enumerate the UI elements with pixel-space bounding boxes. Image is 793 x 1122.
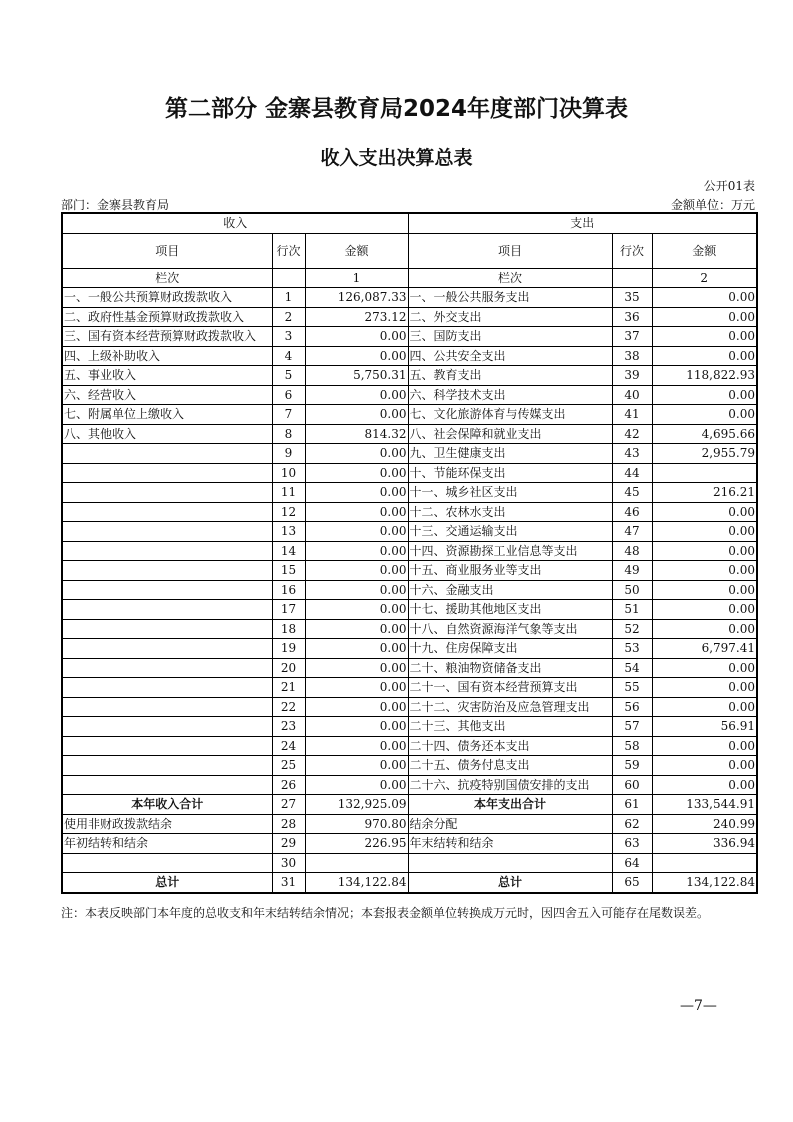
table-row	[62, 756, 757, 776]
expense-rowno-cell: 35	[612, 288, 652, 308]
expense-amount-cell: 2,955.79	[652, 444, 757, 464]
income-expense-table	[61, 212, 758, 894]
total-row	[62, 834, 757, 854]
income-item-cell	[62, 756, 272, 776]
expense-rowno-cell: 58	[612, 736, 652, 756]
income-item-cell	[62, 580, 272, 600]
income-amount-header: 金额	[305, 233, 408, 268]
expense-amount-cell: 0.00	[652, 756, 757, 776]
expense-amount-cell: 4,695.66	[652, 424, 757, 444]
expense-amount-cell: 0.00	[652, 697, 757, 717]
expense-item-cell: 二十、粮油物资储备支出	[408, 658, 612, 678]
page-number: —7—	[680, 998, 717, 1014]
income-amount-cell: 0.00	[305, 756, 408, 776]
income-amount-cell: 0.00	[305, 697, 408, 717]
expense-header: 支出	[408, 213, 757, 233]
expense-column-number: 2	[652, 268, 757, 288]
expense-rowno-cell: 40	[612, 385, 652, 405]
expense-amount-cell: 133,544.91	[652, 795, 757, 815]
table-row	[62, 366, 757, 386]
table-row	[62, 658, 757, 678]
income-amount-cell: 0.00	[305, 346, 408, 366]
table-row	[62, 483, 757, 503]
income-column-number: 1	[305, 268, 408, 288]
expense-rowno-cell: 60	[612, 775, 652, 795]
expense-rowno-cell: 48	[612, 541, 652, 561]
expense-rowno-cell: 38	[612, 346, 652, 366]
income-rowno-cell: 24	[272, 736, 305, 756]
expense-item-cell: 七、文化旅游体育与传媒支出	[408, 405, 612, 425]
income-item-cell	[62, 853, 272, 873]
income-item-cell	[62, 483, 272, 503]
expense-amount-cell: 0.00	[652, 288, 757, 308]
expense-rowno-cell: 63	[612, 834, 652, 854]
income-amount-cell: 0.00	[305, 580, 408, 600]
income-amount-cell: 0.00	[305, 522, 408, 542]
income-item-cell	[62, 561, 272, 581]
expense-amount-cell: 0.00	[652, 385, 757, 405]
expense-amount-cell: 0.00	[652, 561, 757, 581]
table-row	[62, 697, 757, 717]
income-item-cell: 年初结转和结余	[62, 834, 272, 854]
income-rowno-cell: 20	[272, 658, 305, 678]
income-item-cell: 四、上级补助收入	[62, 346, 272, 366]
income-rowno-cell: 31	[272, 873, 305, 893]
income-amount-cell: 0.00	[305, 541, 408, 561]
income-item-cell: 二、政府性基金预算财政拨款收入	[62, 307, 272, 327]
income-rowno-cell: 28	[272, 814, 305, 834]
expense-item-cell: 十二、农林水支出	[408, 502, 612, 522]
income-rowno-cell: 2	[272, 307, 305, 327]
income-item-cell	[62, 463, 272, 483]
header-row-columns	[62, 233, 757, 268]
expense-rowno-cell: 42	[612, 424, 652, 444]
expense-item-cell: 十九、住房保障支出	[408, 639, 612, 659]
income-amount-cell: 5,750.31	[305, 366, 408, 386]
income-item-cell	[62, 717, 272, 737]
expense-amount-cell: 56.91	[652, 717, 757, 737]
table-row	[62, 619, 757, 639]
expense-item-cell: 二十三、其他支出	[408, 717, 612, 737]
expense-rowno-cell: 64	[612, 853, 652, 873]
table-row	[62, 444, 757, 464]
income-rowno-cell: 6	[272, 385, 305, 405]
table-row	[62, 307, 757, 327]
income-rowno-cell: 18	[272, 619, 305, 639]
total-row	[62, 853, 757, 873]
income-column-label: 栏次	[62, 268, 272, 288]
income-item-cell: 七、附属单位上缴收入	[62, 405, 272, 425]
expense-rowno-cell: 54	[612, 658, 652, 678]
income-rowno-cell: 13	[272, 522, 305, 542]
expense-rowno-cell: 43	[612, 444, 652, 464]
expense-rowno-cell: 41	[612, 405, 652, 425]
income-amount-cell: 0.00	[305, 405, 408, 425]
income-rowno-header: 行次	[272, 233, 305, 268]
expense-amount-cell: 134,122.84	[652, 873, 757, 893]
income-item-cell	[62, 541, 272, 561]
income-amount-cell: 0.00	[305, 463, 408, 483]
income-rowno-cell: 12	[272, 502, 305, 522]
expense-item-cell: 十六、金融支出	[408, 580, 612, 600]
income-item-cell: 三、国有资本经营预算财政拨款收入	[62, 327, 272, 347]
expense-item-cell: 二十五、债务付息支出	[408, 756, 612, 776]
income-item-cell	[62, 658, 272, 678]
income-amount-cell: 814.32	[305, 424, 408, 444]
table-row	[62, 502, 757, 522]
income-item-header: 项目	[62, 233, 272, 268]
table-row	[62, 678, 757, 698]
expense-rowno-cell: 61	[612, 795, 652, 815]
header-row-sections	[62, 213, 757, 233]
income-rowno-cell: 14	[272, 541, 305, 561]
income-rowno-cell: 5	[272, 366, 305, 386]
column-number-row	[62, 268, 757, 288]
income-rowno-cell: 3	[272, 327, 305, 347]
income-amount-cell: 0.00	[305, 658, 408, 678]
expense-item-cell	[408, 853, 612, 873]
income-amount-cell: 134,122.84	[305, 873, 408, 893]
expense-amount-cell: 0.00	[652, 327, 757, 347]
expense-amount-cell: 0.00	[652, 600, 757, 620]
expense-amount-cell: 0.00	[652, 405, 757, 425]
unit-label: 金额单位：万元	[670, 198, 755, 212]
table-row	[62, 600, 757, 620]
table-row	[62, 580, 757, 600]
expense-amount-cell: 0.00	[652, 346, 757, 366]
income-amount-cell: 0.00	[305, 385, 408, 405]
expense-item-cell: 十、节能环保支出	[408, 463, 612, 483]
expense-amount-cell	[652, 853, 757, 873]
expense-rowno-cell: 59	[612, 756, 652, 776]
expense-amount-cell: 0.00	[652, 541, 757, 561]
income-amount-cell: 970.80	[305, 814, 408, 834]
income-item-cell	[62, 736, 272, 756]
expense-item-cell: 年末结转和结余	[408, 834, 612, 854]
expense-item-cell: 十五、商业服务业等支出	[408, 561, 612, 581]
expense-item-header: 项目	[408, 233, 612, 268]
expense-amount-cell	[652, 463, 757, 483]
income-amount-cell: 0.00	[305, 444, 408, 464]
table-row	[62, 522, 757, 542]
department-label: 部门：金寨县教育局	[61, 198, 170, 212]
expense-item-cell: 四、公共安全支出	[408, 346, 612, 366]
expense-amount-cell: 0.00	[652, 522, 757, 542]
expense-amount-cell: 336.94	[652, 834, 757, 854]
expense-amount-cell: 0.00	[652, 619, 757, 639]
income-amount-cell: 0.00	[305, 619, 408, 639]
expense-rowno-cell: 50	[612, 580, 652, 600]
expense-item-cell: 二、外交支出	[408, 307, 612, 327]
expense-item-cell: 六、科学技术支出	[408, 385, 612, 405]
table-row	[62, 327, 757, 347]
expense-rowno-cell: 65	[612, 873, 652, 893]
table-row	[62, 385, 757, 405]
table-row	[62, 561, 757, 581]
expense-amount-cell: 0.00	[652, 502, 757, 522]
expense-rowno-cell: 52	[612, 619, 652, 639]
income-item-cell: 六、经营收入	[62, 385, 272, 405]
income-amount-cell: 0.00	[305, 717, 408, 737]
income-header: 收入	[62, 213, 408, 233]
table-row	[62, 288, 757, 308]
table-row	[62, 717, 757, 737]
income-item-cell	[62, 522, 272, 542]
expense-rowno-cell: 36	[612, 307, 652, 327]
expense-rowno-cell: 47	[612, 522, 652, 542]
expense-item-cell: 二十二、灾害防治及应急管理支出	[408, 697, 612, 717]
income-rowno-cell: 29	[272, 834, 305, 854]
expense-item-cell: 十四、资源勘探工业信息等支出	[408, 541, 612, 561]
form-code: 公开01表	[703, 179, 755, 193]
income-item-cell	[62, 444, 272, 464]
expense-item-cell: 二十四、债务还本支出	[408, 736, 612, 756]
income-amount-cell: 0.00	[305, 483, 408, 503]
expense-amount-cell: 0.00	[652, 307, 757, 327]
income-item-cell: 本年收入合计	[62, 795, 272, 815]
income-amount-cell	[305, 853, 408, 873]
total-row	[62, 814, 757, 834]
income-amount-cell: 0.00	[305, 639, 408, 659]
income-item-cell: 八、其他收入	[62, 424, 272, 444]
income-rowno-cell: 17	[272, 600, 305, 620]
income-rowno-cell: 15	[272, 561, 305, 581]
expense-item-cell: 二十六、抗疫特别国债安排的支出	[408, 775, 612, 795]
income-rowno-cell: 10	[272, 463, 305, 483]
income-item-cell: 使用非财政拨款结余	[62, 814, 272, 834]
expense-amount-cell: 0.00	[652, 580, 757, 600]
expense-rowno-cell: 53	[612, 639, 652, 659]
income-amount-cell: 0.00	[305, 678, 408, 698]
expense-item-cell: 十三、交通运输支出	[408, 522, 612, 542]
income-item-cell	[62, 697, 272, 717]
expense-rowno-cell: 46	[612, 502, 652, 522]
expense-amount-cell: 216.21	[652, 483, 757, 503]
table-row	[62, 639, 757, 659]
income-amount-cell: 273.12	[305, 307, 408, 327]
expense-amount-cell: 0.00	[652, 736, 757, 756]
table-title: 收入支出决算总表	[320, 147, 473, 169]
expense-amount-cell: 6,797.41	[652, 639, 757, 659]
expense-rowno-cell: 39	[612, 366, 652, 386]
income-amount-cell: 132,925.09	[305, 795, 408, 815]
income-item-cell	[62, 678, 272, 698]
table-row	[62, 346, 757, 366]
income-item-cell: 五、事业收入	[62, 366, 272, 386]
income-item-cell: 总计	[62, 873, 272, 893]
income-amount-cell: 226.95	[305, 834, 408, 854]
income-amount-cell: 0.00	[305, 561, 408, 581]
income-rowno-cell: 25	[272, 756, 305, 776]
income-rowno-cell: 4	[272, 346, 305, 366]
income-amount-cell: 0.00	[305, 502, 408, 522]
expense-item-cell: 十八、自然资源海洋气象等支出	[408, 619, 612, 639]
expense-rowno-header: 行次	[612, 233, 652, 268]
income-item-cell	[62, 639, 272, 659]
income-rowno-cell: 1	[272, 288, 305, 308]
income-amount-cell: 0.00	[305, 775, 408, 795]
income-amount-cell: 0.00	[305, 600, 408, 620]
income-amount-cell: 126,087.33	[305, 288, 408, 308]
table-row	[62, 405, 757, 425]
table-row	[62, 541, 757, 561]
expense-rowno-cell: 49	[612, 561, 652, 581]
expense-item-cell: 二十一、国有资本经营预算支出	[408, 678, 612, 698]
income-rowno-cell: 27	[272, 795, 305, 815]
income-rowno-cell: 23	[272, 717, 305, 737]
income-rowno-cell: 19	[272, 639, 305, 659]
income-rowno-cell: 7	[272, 405, 305, 425]
expense-item-cell: 一、一般公共服务支出	[408, 288, 612, 308]
income-item-cell	[62, 600, 272, 620]
table-row	[62, 736, 757, 756]
table-row	[62, 775, 757, 795]
income-rowno-cell: 8	[272, 424, 305, 444]
expense-amount-cell: 0.00	[652, 658, 757, 678]
expense-rowno-cell: 51	[612, 600, 652, 620]
expense-rowno-cell: 44	[612, 463, 652, 483]
income-rowno-cell: 26	[272, 775, 305, 795]
total-row	[62, 873, 757, 893]
expense-item-cell: 十一、城乡社区支出	[408, 483, 612, 503]
expense-item-cell: 三、国防支出	[408, 327, 612, 347]
table-row	[62, 463, 757, 483]
income-item-cell	[62, 502, 272, 522]
income-item-cell	[62, 619, 272, 639]
income-amount-cell: 0.00	[305, 327, 408, 347]
income-item-cell	[62, 775, 272, 795]
expense-item-cell: 总计	[408, 873, 612, 893]
expense-amount-cell: 240.99	[652, 814, 757, 834]
income-rowno-cell: 16	[272, 580, 305, 600]
table-row	[62, 424, 757, 444]
expense-rowno-cell: 56	[612, 697, 652, 717]
expense-amount-cell: 0.00	[652, 678, 757, 698]
expense-rowno-cell: 62	[612, 814, 652, 834]
total-row	[62, 795, 757, 815]
income-rowno-cell: 11	[272, 483, 305, 503]
income-rowno-cell: 21	[272, 678, 305, 698]
page-title: 第二部分 金寨县教育局2024年度部门决算表	[164, 96, 629, 122]
expense-item-cell: 九、卫生健康支出	[408, 444, 612, 464]
income-rowno-cell: 22	[272, 697, 305, 717]
expense-item-cell: 十七、援助其他地区支出	[408, 600, 612, 620]
expense-rowno-cell: 55	[612, 678, 652, 698]
footnote: 注：本表反映部门本年度的总收支和年末结转结余情况；本套报表金额单位转换成万元时，因四舍五入可能存在尾数误差。	[61, 906, 710, 920]
income-item-cell: 一、一般公共预算财政拨款收入	[62, 288, 272, 308]
expense-rowno-cell: 57	[612, 717, 652, 737]
income-rowno-cell: 30	[272, 853, 305, 873]
expense-rowno-cell: 45	[612, 483, 652, 503]
expense-amount-cell: 118,822.93	[652, 366, 757, 386]
expense-item-cell: 五、教育支出	[408, 366, 612, 386]
expense-item-cell: 结余分配	[408, 814, 612, 834]
expense-item-cell: 本年支出合计	[408, 795, 612, 815]
income-amount-cell: 0.00	[305, 736, 408, 756]
empty-cell	[272, 268, 305, 288]
expense-item-cell: 八、社会保障和就业支出	[408, 424, 612, 444]
income-rowno-cell: 9	[272, 444, 305, 464]
expense-rowno-cell: 37	[612, 327, 652, 347]
empty-cell	[612, 268, 652, 288]
expense-amount-cell: 0.00	[652, 775, 757, 795]
expense-column-label: 栏次	[408, 268, 612, 288]
expense-amount-header: 金额	[652, 233, 757, 268]
